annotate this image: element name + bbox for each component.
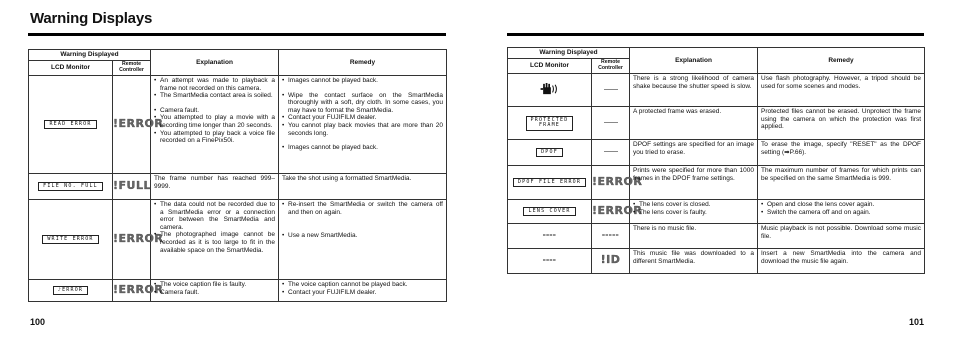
- lcd-message: [53, 286, 88, 296]
- remote-message: !ERROR: [113, 282, 164, 296]
- list-item: • You attempted to play a movie with a recording time longer than 20 seconds.: [154, 114, 275, 129]
- table-row: [508, 224, 925, 249]
- header-explanation: Explanation: [151, 50, 279, 76]
- lcd-message: ----: [542, 231, 557, 240]
- list-item: • Images cannot be played back.: [282, 144, 443, 152]
- remote-message: !ID: [600, 253, 621, 267]
- list-item: • The voice caption cannot be played back.: [282, 281, 443, 289]
- table-row: [29, 174, 447, 200]
- remote-message: !ERROR: [113, 231, 164, 245]
- remote-message: !ERROR: [592, 203, 643, 217]
- list-item: • You cannot play back movies that are more than 20 seconds long.: [282, 122, 443, 137]
- table-row: [29, 280, 447, 302]
- lcd-message: WRITE ERROR: [42, 235, 98, 245]
- remedy-text: The maximum number of frames for which prints can be specified on the same SmartMedia is 999.: [761, 167, 921, 182]
- explanation-list: [633, 201, 754, 216]
- list-item: • Camera fault.: [154, 289, 275, 297]
- lcd-message: FILE NO. FULL: [38, 182, 103, 192]
- lcd-message: READ ERROR: [44, 120, 96, 130]
- header-explanation: Explanation: [630, 48, 758, 74]
- remote-message: -----: [601, 231, 620, 240]
- header-warning-displayed: Warning Displayed: [29, 50, 151, 61]
- remedy-text: To erase the image, specify "RESET" as the DPOF setting (➡P.66).: [761, 141, 921, 156]
- lcd-message: DPOF: [536, 148, 563, 158]
- table-row: [508, 140, 925, 166]
- remedy-text: Protected files cannot be erased. Unprotect the frame using the camera on which the protection was first applied.: [761, 108, 921, 131]
- list-item: • Camera fault.: [154, 107, 275, 115]
- explanation-text: A protected frame was erased.: [633, 108, 722, 115]
- warning-table-left: [28, 49, 447, 302]
- explanation-list: [154, 77, 275, 145]
- page-title: Warning Displays: [30, 10, 153, 27]
- explanation-text: The frame number has reached 999–9999.: [154, 175, 275, 190]
- voice-icon: ♪: [57, 286, 63, 293]
- list-item: • An attempt was made to playback a frame not recorded on this camera.: [154, 77, 275, 92]
- table-row: [508, 249, 925, 274]
- header-lcd-monitor: LCD Monitor: [508, 59, 592, 74]
- explanation-list: [154, 281, 275, 296]
- list-item: • The SmartMedia contact area is soiled.: [154, 92, 275, 100]
- no-remote-display: [604, 89, 618, 90]
- page-number: 100: [30, 317, 46, 327]
- explanation-list: [154, 201, 275, 254]
- remedy-list: [282, 77, 443, 152]
- list-item: • The lens cover is closed.: [633, 201, 754, 209]
- list-item: • The data could not be recorded due to a SmartMedia error or a connection error between the SmartMedia and camera.: [154, 201, 275, 231]
- header-lcd-monitor: LCD Monitor: [29, 61, 113, 76]
- lcd-message-text: ERROR: [62, 286, 84, 293]
- remedy-text: Use flash photography. However, a tripod should be used for some scenes and modes.: [761, 75, 921, 90]
- lcd-message: LENS COVER: [523, 207, 575, 217]
- lcd-message: PROTECTED FRAME: [526, 116, 574, 131]
- remedy-text: Music playback is not possible. Download some music file.: [761, 225, 921, 240]
- explanation-text: There is a strong likelihood of camera shake because the shutter speed is slow.: [633, 75, 754, 90]
- table-row: [29, 76, 447, 174]
- list-item: • Contact your FUJIFILM dealer.: [282, 114, 443, 122]
- list-item: • Re-insert the SmartMedia or switch the camera off and then on again.: [282, 201, 443, 216]
- list-item: • The photographed image cannot be recorded as it is too large to fit in the available space on the SmartMedia.: [154, 231, 275, 254]
- camera-shake-icon: [540, 83, 560, 95]
- header-remedy: Remedy: [279, 50, 447, 76]
- remedy-list: [282, 201, 443, 240]
- table-row: [508, 166, 925, 200]
- list-item: • Use a new SmartMedia.: [282, 232, 443, 240]
- no-remote-display: [604, 122, 618, 123]
- header-remedy: Remedy: [758, 48, 925, 74]
- title-rule: [507, 33, 924, 36]
- remote-message: !FULL: [113, 178, 151, 192]
- header-remote-controller: Remote Controller: [592, 59, 630, 74]
- remote-message: !ERROR: [592, 174, 643, 188]
- remedy-list: [761, 201, 921, 216]
- table-row: [29, 200, 447, 280]
- title-rule: [28, 33, 446, 36]
- list-item: • Contact your FUJIFILM dealer.: [282, 289, 443, 297]
- list-item: • Switch the camera off and on again.: [761, 209, 921, 217]
- lcd-message: ----: [542, 256, 557, 265]
- list-item: • The lens cover is faulty.: [633, 209, 754, 217]
- list-item: • Open and close the lens cover again.: [761, 201, 921, 209]
- header-remote-controller: Remote Controller: [113, 61, 151, 76]
- warning-table-right: [507, 47, 925, 274]
- table-row: [508, 74, 925, 107]
- table-row: [508, 200, 925, 224]
- remedy-text: Take the shot using a formatted SmartMedia.: [282, 175, 412, 182]
- header-warning-displayed: Warning Displayed: [508, 48, 630, 59]
- explanation-text: DPOF settings are specified for an image you tried to erase.: [633, 141, 754, 156]
- list-item: • You attempted to play back a voice file recorded on a FinePix50i.: [154, 130, 275, 145]
- table-row: [508, 107, 925, 140]
- list-item: • Images cannot be played back.: [282, 77, 443, 85]
- list-item: • Wipe the contact surface on the SmartMedia thoroughly with a soft, dry cloth. In some cases, you may have to format the SmartMedia.: [282, 92, 443, 115]
- explanation-text: Prints were specified for more than 1000 frames in the DPOF frame settings.: [633, 167, 754, 182]
- explanation-text: There is no music file.: [633, 225, 697, 232]
- remote-message: !ERROR: [113, 116, 164, 130]
- page-number: 101: [908, 317, 924, 327]
- remedy-list: [282, 281, 443, 296]
- right-page: [477, 0, 954, 343]
- no-remote-display: [604, 151, 618, 152]
- remedy-text: Insert a new SmartMedia into the camera and download the music file again.: [761, 250, 921, 265]
- list-item: • The voice caption file is faulty.: [154, 281, 275, 289]
- explanation-text: This music file was downloaded to a different SmartMedia.: [633, 250, 754, 265]
- lcd-message: DPOF FILE ERROR: [513, 178, 586, 188]
